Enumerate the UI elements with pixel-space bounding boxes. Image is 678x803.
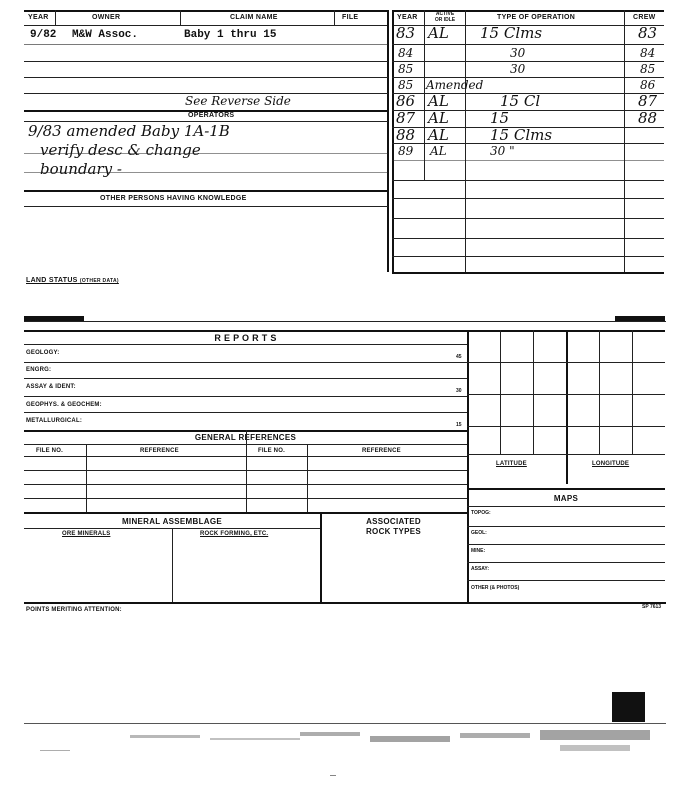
- mineral-assemblage-title: MINERAL ASSEMBLAGE: [121, 517, 223, 526]
- operators-note-2: verify desc & change: [40, 141, 201, 159]
- report-row-num: 30: [456, 388, 462, 394]
- active-header-bottom: OR IDLE: [434, 17, 456, 23]
- maps-row-label: MINE:: [471, 548, 486, 554]
- ref-reference-header-2: REFERENCE: [362, 448, 401, 454]
- other-persons-title: OTHER PERSONS HAVING KNOWLEDGE: [100, 195, 247, 202]
- reports-title: R E P O R T S: [214, 333, 277, 343]
- points-meriting-title: POINTS MERITING ATTENTION:: [26, 607, 122, 613]
- activity-row-type: 15 Clms: [490, 126, 553, 144]
- activity-row-crew: 88: [638, 109, 658, 127]
- rock-forming-header: ROCK FORMING, ETC.: [200, 531, 269, 537]
- activity-row-year: 86: [396, 92, 416, 110]
- activity-row-status: AL: [428, 92, 449, 110]
- claim-name: Baby 1 thru 15: [184, 29, 277, 41]
- report-row-label: GEOPHYS. & GEOCHEM:: [26, 402, 102, 408]
- associated-rock-types-line2: ROCK TYPES: [365, 527, 421, 536]
- maps-title: MAPS: [553, 494, 579, 503]
- activity-row-year: 89: [398, 144, 414, 158]
- maps-row-label: ASSAY:: [471, 566, 490, 572]
- activity-row-status: AL: [428, 24, 449, 42]
- land-status-subtitle: (OTHER DATA): [79, 278, 119, 284]
- ref-reference-header-1: REFERENCE: [140, 448, 179, 454]
- activity-row-crew: 87: [638, 92, 658, 110]
- claim-year: 9/82: [30, 29, 57, 41]
- general-references-title: GENERAL REFERENCES: [194, 433, 297, 442]
- ref-file-no-header-1: FILE NO.: [36, 448, 63, 454]
- activity-row-status: AL: [428, 126, 449, 144]
- activity-row-status: AL: [428, 109, 449, 127]
- activity-row-type: 30 ": [490, 144, 515, 158]
- activity-row-year: 83: [396, 24, 416, 42]
- file-header: FILE: [342, 14, 359, 21]
- report-row-label: GEOLOGY:: [26, 350, 60, 356]
- activity-row-year: 85: [398, 62, 414, 76]
- operators-note-1: 9/83 amended Baby 1A-1B: [28, 122, 230, 140]
- operators-note-3: boundary -: [40, 160, 122, 178]
- activity-row-crew: 85: [640, 62, 656, 76]
- activity-row-year: 85: [398, 78, 414, 92]
- owner-header: OWNER: [92, 14, 121, 21]
- activity-row-type: 15: [490, 109, 510, 127]
- ore-minerals-header: ORE MINERALS: [62, 531, 111, 537]
- land-status-title: LAND STATUS: [26, 277, 78, 284]
- maps-row-label: OTHER (& PHOTOS): [471, 585, 520, 591]
- report-row-num: 15: [456, 422, 462, 428]
- ref-file-no-header-2: FILE NO.: [258, 448, 285, 454]
- activity-row-status: AL: [430, 144, 447, 158]
- activity-year-header: YEAR: [397, 14, 418, 21]
- report-row-label: METALLURGICAL:: [26, 418, 83, 424]
- crew-header: CREW: [633, 14, 656, 21]
- activity-row-type: 30: [510, 46, 526, 60]
- maps-row-label: GEOL:: [471, 530, 487, 536]
- report-row-label: ASSAY & IDENT:: [26, 384, 76, 390]
- activity-row-crew: 83: [638, 24, 658, 42]
- activity-row-type: 15 Clms: [480, 24, 543, 42]
- operators-title: OPERATORS: [188, 112, 235, 119]
- activity-row-year: 87: [396, 109, 416, 127]
- see-reverse-note: See Reverse Side: [185, 94, 291, 108]
- activity-row-year: 84: [398, 46, 414, 60]
- associated-rock-types-line1: ASSOCIATED: [366, 517, 421, 526]
- report-row-num: 45: [456, 354, 462, 360]
- longitude-label: LONGITUDE: [592, 461, 630, 467]
- claim-owner: M&W Assoc.: [72, 29, 139, 41]
- active-header-top: ACTIVE: [435, 11, 455, 17]
- latitude-label: LATITUDE: [496, 461, 527, 467]
- activity-row-year: 88: [396, 126, 416, 144]
- activity-row-type: 15 Cl: [500, 92, 541, 110]
- maps-row-label: TOPOG:: [471, 510, 491, 516]
- activity-row-crew: 86: [640, 78, 656, 92]
- claim-name-header: CLAIM NAME: [230, 14, 278, 21]
- type-header: TYPE OF OPERATION: [497, 14, 576, 21]
- report-row-label: ENGRG:: [26, 367, 52, 373]
- activity-row-type: 30: [510, 62, 526, 76]
- activity-row-status: Amended: [426, 78, 484, 92]
- year-header: YEAR: [28, 14, 49, 21]
- form-number: SP 7613: [642, 604, 662, 610]
- activity-row-crew: 84: [640, 46, 656, 60]
